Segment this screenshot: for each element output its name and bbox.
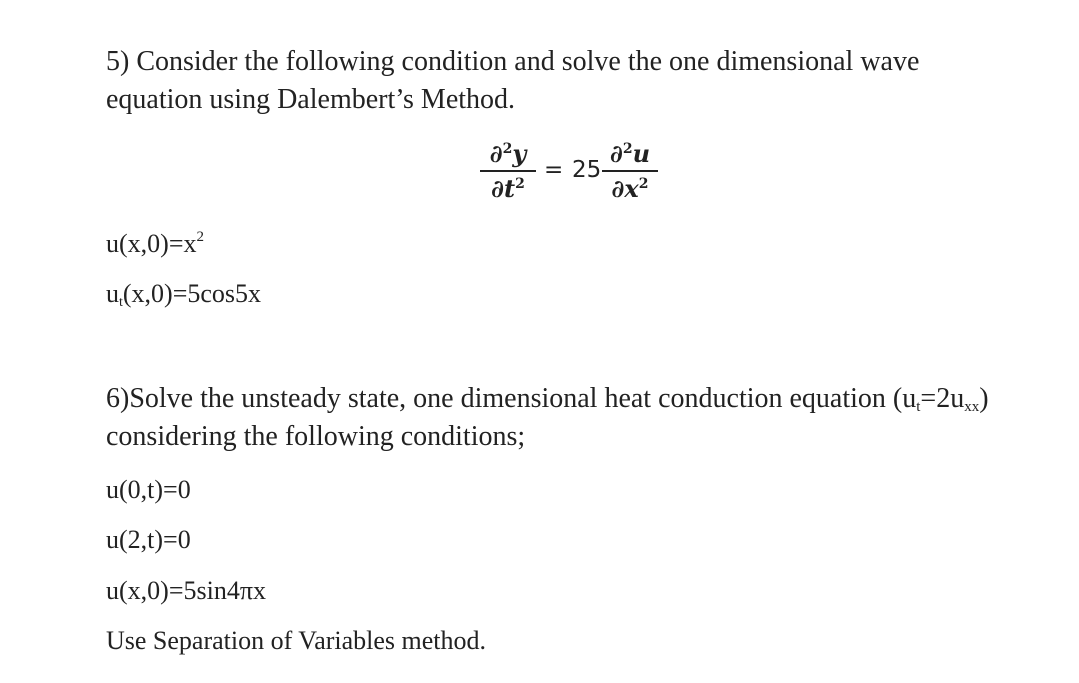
lhs-fraction: $\frac{\partial^2y}{\partial t^2}$ <box>480 139 536 202</box>
problem-6-condition-2: u(2,t)=0 <box>106 525 191 554</box>
problem-5-statement-line-1: 5) Consider the following condition and solve the one dimensional wave <box>106 46 920 77</box>
problem-6-condition-1: u(0,t)=0 <box>106 475 191 504</box>
problem-5-statement-line-2: equation using Dalembert’s Method. <box>106 84 516 115</box>
problem-6-instruction: Use Separation of Variables method. <box>106 626 487 655</box>
rhs-fraction: $\frac{\partial^2u}{\partial x^2}$ <box>602 139 658 202</box>
problem-6-condition-3: u(x,0)=5sin4πx <box>106 576 266 605</box>
problem-6-statement-line-1: 6)Solve the unsteady state, one dimensional heat conduction equation $(u_t=2u_{xx})$ <box>106 383 989 415</box>
problem-6-statement-line-2: considering the following conditions; <box>106 421 526 452</box>
coefficient: 25 <box>572 157 602 183</box>
problem-5-condition-1: $u(x,0)=x^2$ <box>106 229 204 258</box>
equals-sign: = <box>544 157 564 183</box>
wave-equation <box>480 139 660 209</box>
problem-5-condition-2: $u_t(x,0)=5\cos 5x$ <box>106 279 262 310</box>
